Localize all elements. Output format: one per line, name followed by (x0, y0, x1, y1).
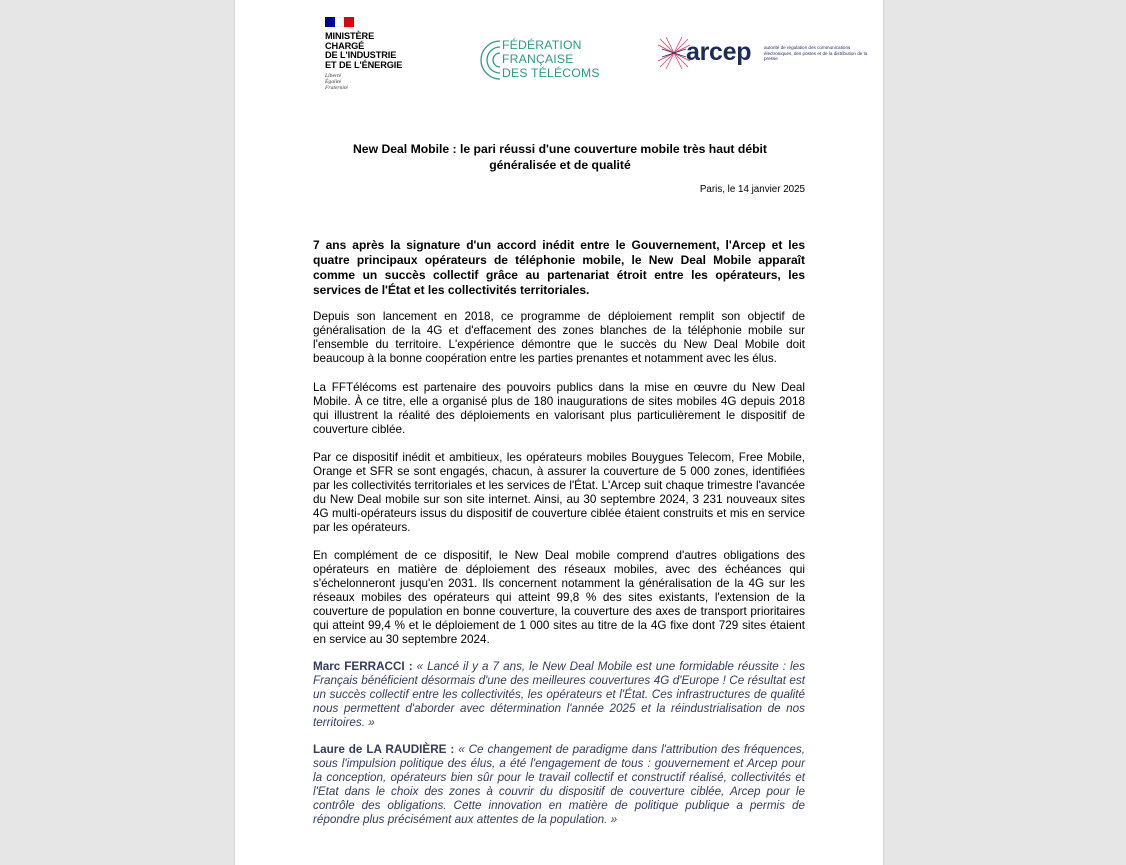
paragraph-text: Depuis son lancement en 2018, ce programme de déploiement remplit son objectif de généralisation de la 4G et d'effacement des zones blanches de la téléphonie mobile sur l'ensemble du territoire. L'expérience démontre que le succès du New Deal Mobile doit beaucoup à la bonne coopération entre les parties prenantes et notamment avec les élus. (313, 310, 805, 365)
arcep-name: arcep (686, 38, 752, 66)
quote-paragraph (313, 743, 805, 827)
paragraph (313, 310, 805, 366)
paragraph-text: La FFTélécoms est partenaire des pouvoirs publics dans la mise en œuvre du New Deal Mobile. À ce titre, elle a organisé plus de 180 inaugurations de sites mobiles 4G depuis 2018 qui illustrent la réalité des déploiements en valorisant plus particulièrement le dispositif de couverture ciblée. (313, 381, 805, 436)
french-flag-icon (325, 17, 354, 27)
quote-text: « Lancé il y a 7 ans, le New Deal Mobile est une formidable réussite : les Français bénéficient désormais d'une des meilleures couvertures 4G d'Europe ! Ce résultat est un succès collectif entre les collectivités, les opérateurs et l'État. Ces infrastructures de qualité nous permettent d'aborder avec détermination l'année 2025 et la réindustrialisation de nos territoires. » (313, 660, 805, 729)
quote-ferracci (313, 660, 805, 730)
ministry-logo (325, 17, 425, 91)
quote-speaker: Marc FERRACCI : (313, 660, 413, 673)
quote-la-raudiere (313, 743, 805, 827)
paragraph-text: En complément de ce dispositif, le New Deal mobile comprend d'autres obligations des opérateurs en matière de déploiement des réseaux mobiles, avec des échéances qui s'échelonneront jusqu'en 2031. Ils concernent notamment la généralisation de la 4G sur les réseaux mobiles des opérateurs qui atteint 99,8 % des sites existants, l'extension de la couverture de population en bonne couverture, la couverture des axes de transport prioritaires qui atteint 99,4 % et le déploiement de 1 000 sites au titre de la 4G fixe dont 729 sites étaient en service au 30 septembre 2024. (313, 549, 805, 646)
ministry-name: MINISTÈRE CHARGÉ DE L'INDUSTRIE ET DE L'ÉNERGIE (325, 31, 403, 70)
fft-logo (480, 38, 610, 82)
paragraph (313, 381, 805, 437)
quote-paragraph (313, 660, 805, 730)
paragraph-text: Par ce dispositif inédit et ambitieux, les opérateurs mobiles Bouygues Telecom, Free Mobile, Orange et SFR se sont engagés, chacun, à assurer la couverture de 5 000 zones, identifiées par les collectivités territoriales et les services de l'État. L'Arcep suit chaque trimestre l'avancée du New Deal mobile sur son site internet. Ainsi, au 30 septembre 2024, 3 231 nouveaux sites 4G multi-opérateurs issus du dispositif de couverture ciblée étaient construits et mis en service par les opérateurs. (313, 451, 805, 534)
quote-text: « Ce changement de paradigme dans l'attribution des fréquences, sous l'impulsion politique des élus, a été l'engagement de tous : gouvernement et Arcep pour la conception, opérateurs bien sûr pour le travail collectif et constructif réalisé, collectivités et l'Etat dans le choix des zones à couvrir du dispositif de couverture ciblée, Arcep pour le contrôle des obligations. Cette innovation en matière de politique publique a permis de répondre plus précisément aux attentes de la population. » (313, 743, 805, 826)
quote-speaker: Laure de LA RAUDIÈRE : (313, 743, 455, 756)
paragraph (313, 451, 805, 535)
lead-paragraph (313, 238, 805, 298)
document-title: New Deal Mobile : le pari réussi d'une couverture mobile très haut débit généralisée et de qualité (353, 142, 767, 172)
document-date: Paris, le 14 janvier 2025 (699, 184, 805, 195)
arcep-logo (656, 35, 876, 75)
fft-name: FÉDÉRATION FRANÇAISE DES TÉLÉCOMS (502, 38, 600, 80)
lead-text: 7 ans après la signature d'un accord inédit entre le Gouvernement, l'Arcep et les quatre principaux opérateurs de téléphonie mobile, le New Deal Mobile apparaît comme un succès collectif grâce au partenariat étroit entre les opérateurs, les services de l'État et les collectivités territoriales. (313, 238, 805, 297)
fft-arcs-icon (480, 38, 504, 82)
document-page (234, 0, 884, 865)
paragraph (313, 549, 805, 647)
arcep-tagline: autorité de régulation des communications électroniques, des postes et de la distribution de la presse (764, 45, 868, 62)
ministry-motto: Liberté Égalité Fraternité (325, 73, 348, 91)
